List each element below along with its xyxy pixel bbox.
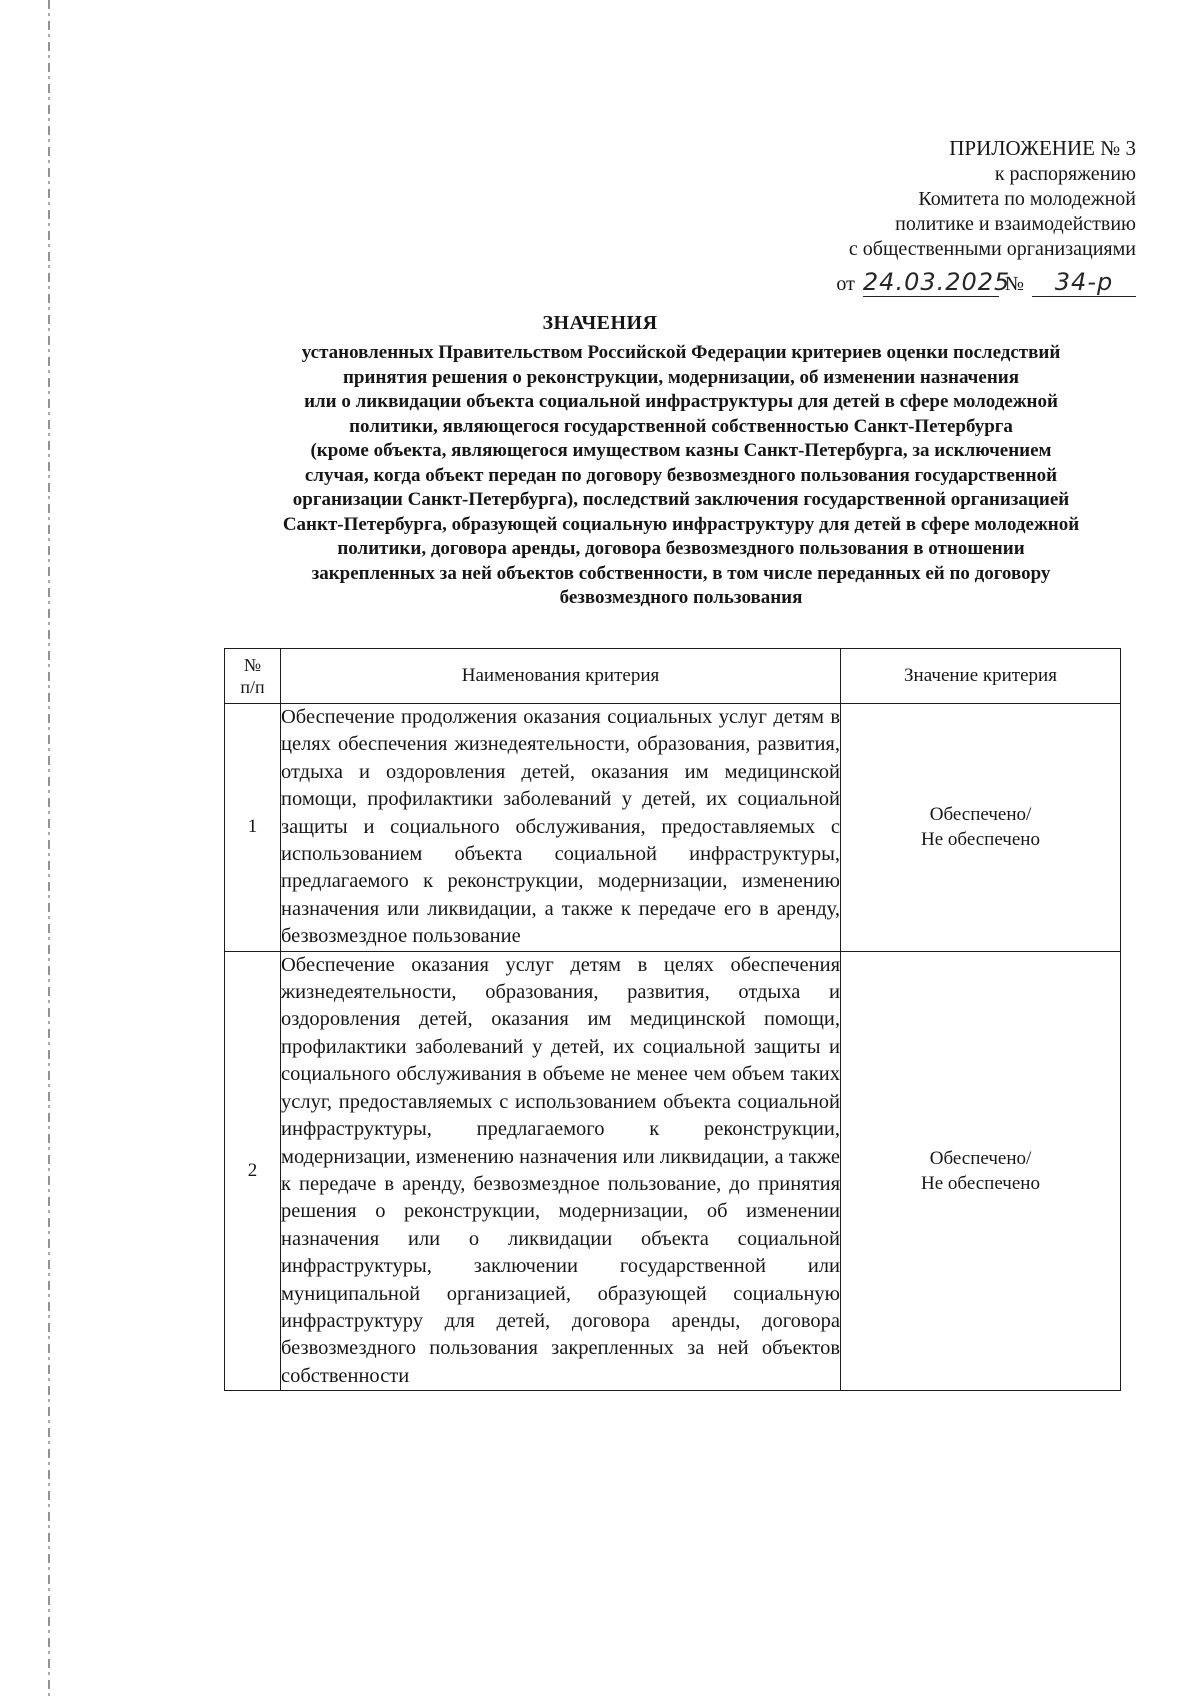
subtitle-line: закрепленных за ней объектов собственности, в том числе переданных ей по договору: [311, 562, 1051, 584]
order-number: 34-р: [1032, 268, 1136, 297]
subtitle-line: принятия решения о реконструкции, модернизации, об изменении назначения: [342, 366, 1020, 388]
criteria-table: [224, 648, 1121, 1391]
binding-edge: [48, 0, 50, 1698]
value-line: Не обеспечено: [921, 829, 1040, 851]
criterion-text: Обеспечение оказания услуг детям в целях обеспечения жизнедеятельности, образования, развития, отдыха и оздоровления детей, оказания им медицинской помощи, профилактики заболеваний у детей, их социальной защиты и социального обслуживания в объеме не менее чем объем таких услуг, предоставляемых с использованием объекта социальной инфраструктуры, предлагаемого к реконструкции, модернизации, изменению назначения или ликвидации, а также к передаче в аренду, безвозмездное пользование, до принятия решения о реконструкции, модернизации, об изменении назначения или о ликвидации объекта социальной инфраструктуры, заключении государственной или муниципальной организацией, образующей социальную инфраструктуру для детей, договора аренды, договора безвозмездного пользования закрепленных за ней объектов собственности: [281, 951, 841, 1391]
criterion-value: [841, 704, 1121, 952]
number-prefix: №: [1004, 273, 1024, 295]
document-title: ЗНАЧЕНИЯ: [542, 312, 658, 334]
header-line: к распоряжению: [994, 163, 1136, 185]
appendix-number: ПРИЛОЖЕНИЕ № 3: [949, 136, 1136, 160]
value-line: Обеспечено/: [929, 804, 1032, 826]
date-prefix: от: [836, 273, 855, 295]
subtitle-line: политики, договора аренды, договора безвозмездного пользования в отношении: [337, 538, 1025, 559]
criterion-text: Обеспечение продолжения оказания социальных услуг детям в целях обеспечения жизнедеятельности, образования, развития, отдыха и оздоровления детей, оказания им медицинской помощи, профилактики заболеваний у детей, их социальной защиты и социального обслуживания, предоставляемых с использованием объекта социальной инфраструктуры, предлагаемого к реконструкции, модернизации, изменению назначения или ликвидации, а также к передаче его в аренду, безвозмездное пользование: [281, 704, 841, 952]
value-line: Обеспечено/: [929, 1147, 1032, 1169]
subtitle-line: организации Санкт-Петербурга), последствий заключения государственной организацией: [292, 489, 1070, 510]
header-line: Комитета по молодежной: [918, 188, 1136, 210]
value-line: Не обеспечено: [921, 1172, 1040, 1194]
subtitle-line: или о ликвидации объекта социальной инфраструктуры для детей в сфере молодежной: [304, 391, 1058, 412]
header-criterion-name: Наименования критерия: [281, 649, 841, 704]
subtitle-line: Санкт-Петербурга, образующей социальную инфраструктуру для детей в сфере молодежной: [282, 513, 1080, 535]
row-number: 1: [225, 704, 281, 952]
subtitle-line: случая, когда объект передан по договору безвозмездного пользования государственной: [304, 464, 1058, 486]
header-line: с общественными организациями: [848, 238, 1136, 260]
subtitle-line: политики, являющегося государственной собственностью Санкт-Петербурга: [349, 415, 1013, 437]
row-number: 2: [225, 951, 281, 1391]
subtitle-line: безвозмездного пользования: [559, 587, 803, 608]
header-number-abbr: п/п: [240, 677, 265, 697]
table-row: [225, 951, 1121, 1391]
document-subtitle: [218, 341, 1144, 611]
header-criterion-value: Значение критерия: [841, 649, 1121, 704]
subtitle-line: установленных Правительством Российской Федерации критериев оценки последствий: [301, 342, 1061, 363]
order-date: 24.03.2025: [862, 268, 1011, 296]
subtitle-line: (кроме объекта, являющегося имуществом казны Санкт-Петербурга, за исключением: [310, 440, 1052, 461]
header-number: [225, 649, 281, 704]
order-reference: [700, 263, 1136, 297]
header-line: политике и взаимодействию: [895, 213, 1136, 235]
table-row: [225, 704, 1121, 952]
header-number-symbol: №: [243, 655, 262, 675]
appendix-header: [700, 136, 1136, 297]
table-header-row: [225, 649, 1121, 704]
criterion-value: [841, 951, 1121, 1391]
